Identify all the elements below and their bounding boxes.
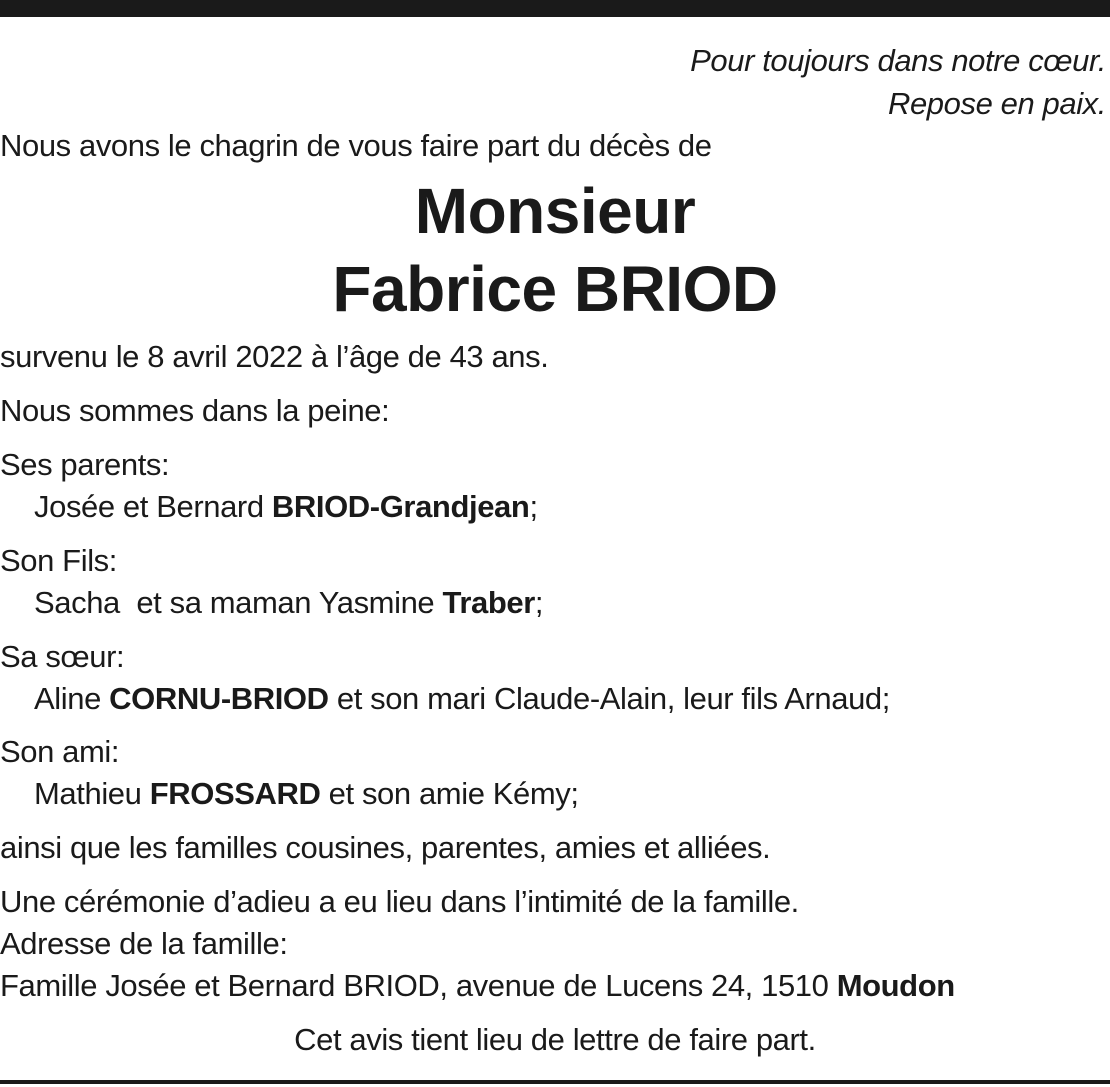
bottom-rule <box>0 1080 1110 1084</box>
sister-suffix: et son mari Claude-Alain, leur fils Arnaud; <box>328 681 890 716</box>
parents-names: Josée et Bernard <box>34 489 272 524</box>
parents-heading: Ses parents: <box>0 447 170 482</box>
deceased-name: Fabrice BRIOD <box>332 253 778 325</box>
friend-heading: Son ami: <box>0 734 120 769</box>
friend-line <box>34 776 579 812</box>
motto-line-2: Repose en paix. <box>887 86 1106 121</box>
friend-suffix: et son amie Kémy; <box>320 776 579 811</box>
ceremony-text: Une cérémonie d’adieu a eu lieu dans l’intimité de la famille. <box>0 884 799 919</box>
mourners-intro: Nous sommes dans la peine: <box>0 393 390 428</box>
parents-line <box>34 489 538 525</box>
intro-text: Nous avons le chagrin de vous faire part du décès de <box>0 128 712 163</box>
address-line <box>0 968 955 1004</box>
closing-text: Cet avis tient lieu de lettre de faire part. <box>294 1022 816 1057</box>
top-rule <box>0 0 1110 17</box>
sister-heading: Sa sœur: <box>0 639 125 674</box>
address-text: Famille Josée et Bernard BRIOD, avenue de Lucens 24, 1510 <box>0 968 837 1003</box>
son-names: Sacha et sa maman Yasmine <box>34 585 443 620</box>
friend-names: Mathieu <box>34 776 150 811</box>
son-heading: Son Fils: <box>0 543 117 578</box>
son-line <box>34 585 543 621</box>
son-suffix: ; <box>534 585 544 620</box>
parents-suffix: ; <box>529 489 538 524</box>
death-info: survenu le 8 avril 2022 à l’âge de 43 ans. <box>0 339 549 374</box>
address-city: Moudon <box>836 968 955 1003</box>
motto-line-1: Pour toujours dans notre cœur. <box>690 43 1106 78</box>
son-surname: Traber <box>442 585 535 620</box>
families-line: ainsi que les familles cousines, parentes, amies et alliées. <box>0 830 771 865</box>
deceased-title: Monsieur <box>414 175 696 247</box>
address-label: Adresse de la famille: <box>0 926 288 961</box>
sister-names: Aline <box>34 681 110 716</box>
parents-surname: BRIOD-Grandjean <box>271 489 530 524</box>
friend-surname: FROSSARD <box>149 776 321 811</box>
sister-line <box>34 681 890 717</box>
sister-surname: CORNU-BRIOD <box>109 681 329 716</box>
